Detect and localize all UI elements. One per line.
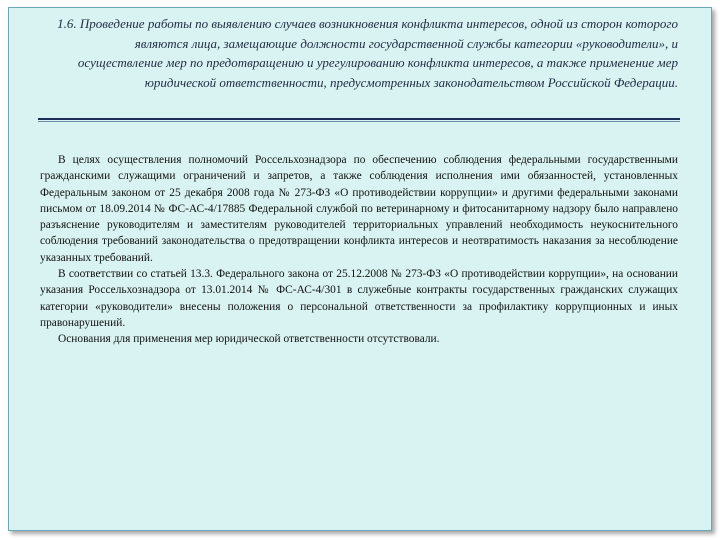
title-divider bbox=[38, 118, 680, 120]
title-divider-thin bbox=[38, 121, 680, 122]
body-paragraph: В соответствии со статьей 13.3. Федерального закона от 25.12.2008 № 273-ФЗ «О противодействии коррупции», на основании указания Россельхознадзора от 13.01.2014 № ФС-АС-4/301 в служебные контракты государственных гражданских служащих категории «руководители» внесены положения о персональной ответственности за профилактику коррупционных и иных правонарушений. bbox=[40, 268, 678, 329]
body-paragraph: В целях осуществления полномочий Россельхознадзора по обеспечению соблюдения федеральными государственными гражданскими служащими ограничений и запретов, а также соблюдения исполнения ими обязанностей, установленных Федеральным законом от 25 декабря 2008 года № 273-ФЗ «О противодействии коррупции» и другими федеральными законами письмом от 18.09.2014 № ФС-АС-4/17885 Федеральной службой по ветеринарному и фитосанитарному надзору было направлено разъяснение руководителям и заместителям руководителей территориальных управлений необходимость неукоснительного соблюдения требований законодательства о предотвращении конфликта интересов и неотвратимость наказания за несоблюдение указанных требований. bbox=[40, 154, 678, 264]
slide-title: 1.6. Проведение работы по выявлению случаев возникновения конфликта интересов, одной из сторон которого являются лица, замещающие должности государственной службы категории «руководители», и осуществление мер по предотвращению и урегулированию конфликта интересов, а также применение мер юридической ответственности, предусмотренных законодательством Российской Федерации. bbox=[57, 16, 678, 90]
body-paragraph: Основания для применения мер юридической ответственности отсутствовали. bbox=[58, 333, 440, 346]
slide-body bbox=[40, 152, 678, 348]
